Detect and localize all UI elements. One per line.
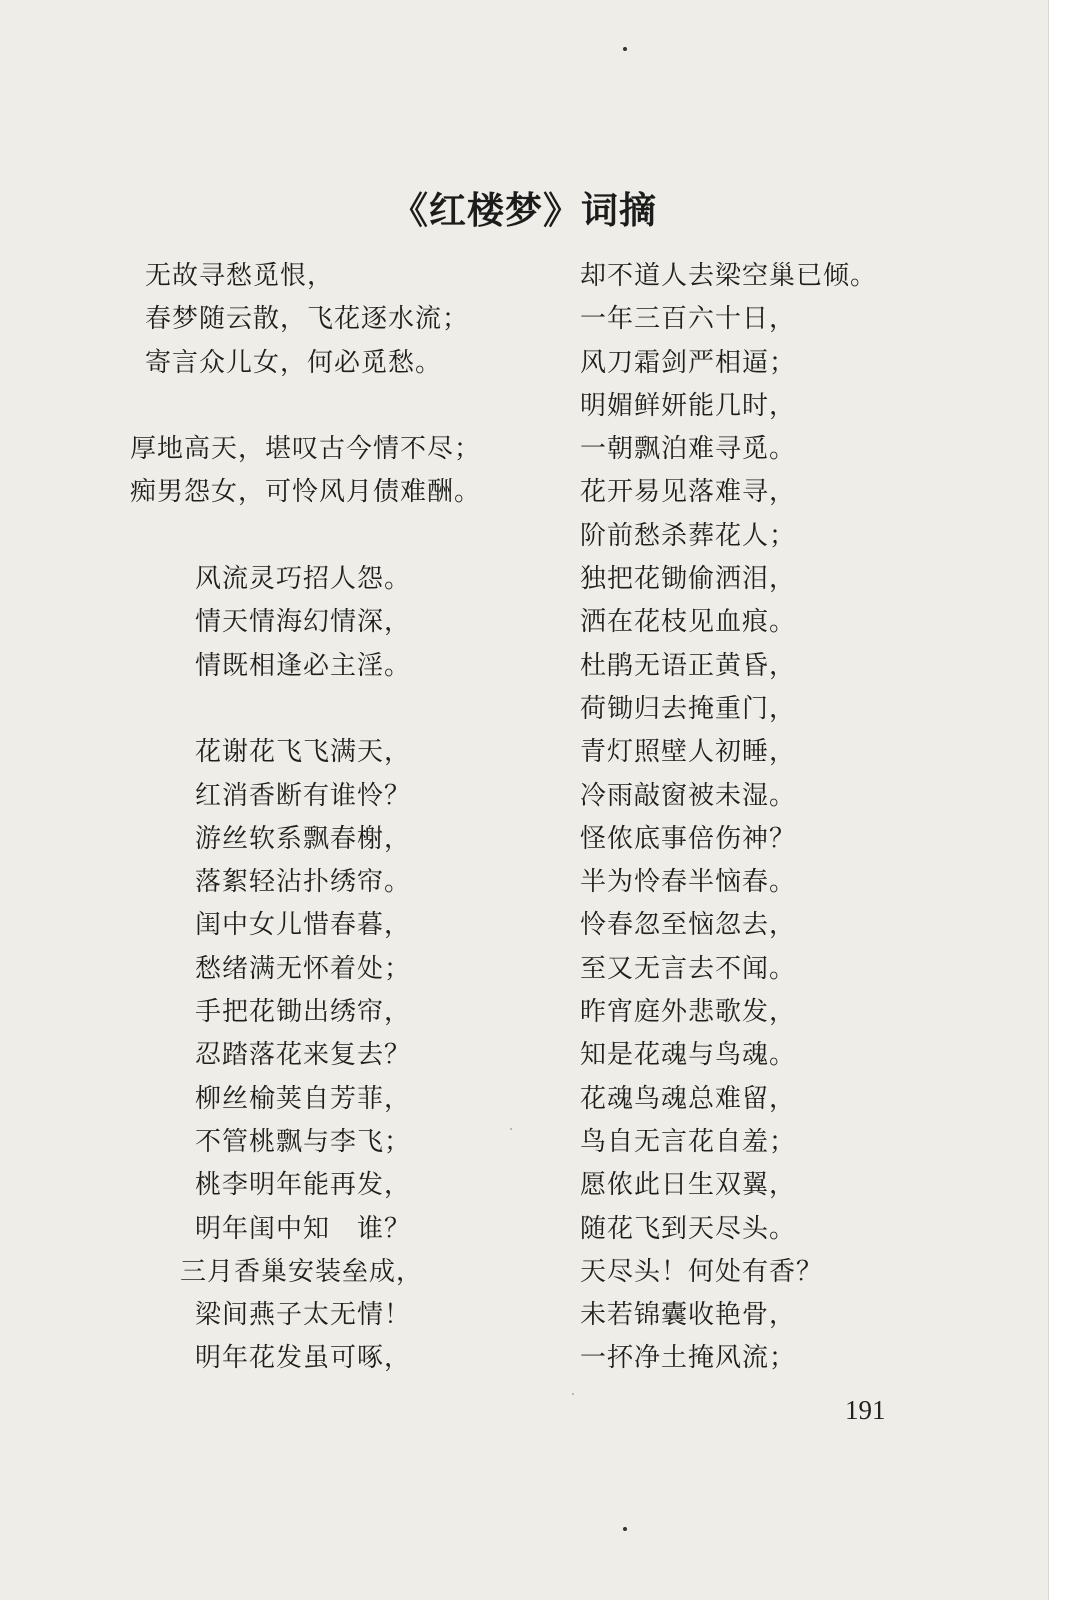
poem-line: 游丝软系飘春榭， <box>195 823 412 854</box>
page-speck <box>623 47 627 51</box>
poem-line: 知是花魂与鸟魂。 <box>580 1040 797 1071</box>
page-speck <box>510 1128 512 1130</box>
stanza-break <box>0 688 540 731</box>
poem-line: 明年花发虽可啄， <box>195 1343 412 1374</box>
poem-line: 洒在花枝见血痕。 <box>580 607 797 638</box>
poem-line: 愿侬此日生双翼， <box>580 1170 797 1201</box>
poem-line: 未若锦囊收艳骨， <box>580 1300 797 1331</box>
poem-line: 愁绪满无怀着处； <box>195 953 412 984</box>
poem-line: 桃李明年能再发， <box>195 1170 412 1201</box>
poem-line: 明媚鲜妍能几时， <box>580 390 797 421</box>
poem-line: 独把花锄偷洒泪， <box>580 564 797 595</box>
poem-line: 杜鹃无语正黄昏， <box>580 650 797 681</box>
poem-line: 忍踏落花来复去？ <box>195 1040 412 1071</box>
poem-line: 不管桃飘与李飞； <box>195 1126 412 1157</box>
poem-line: 花开易见落难寻， <box>580 477 797 508</box>
poem-line: 怜春忽至恼忽去， <box>580 910 797 941</box>
poem-line: 春梦随云散，飞花逐水流； <box>145 304 470 335</box>
poem-line: 情既相逢必主淫。 <box>195 650 412 681</box>
poem-line: 荷锄归去掩重门， <box>580 693 797 724</box>
poem-line: 天尽头！何处有香？ <box>580 1256 824 1287</box>
poem-line: 三月香巢安装垒成， <box>180 1256 424 1287</box>
poem-line: 至又无言去不闻。 <box>580 953 797 984</box>
poem-line: 柳丝榆荚自芳菲， <box>195 1083 412 1114</box>
poem-line: 半为怜春半恼春。 <box>580 867 797 898</box>
poem-line: 梁间燕子太无情！ <box>195 1300 412 1331</box>
page-speck <box>572 1393 574 1395</box>
poem-line: 厚地高天，堪叹古今情不尽； <box>130 434 482 465</box>
poem-line: 风流灵巧招人怨。 <box>195 564 412 595</box>
poem-line: 落絮轻沾扑绣帘。 <box>195 867 412 898</box>
poem-line: 却不道人去梁空巢已倾。 <box>580 261 878 291</box>
poem-line: 冷雨敲窗被未湿。 <box>580 780 797 811</box>
poem-line: 一抔净土掩风流； <box>580 1343 797 1374</box>
poem-line: 情天情海幻情深， <box>195 607 412 638</box>
poem-line: 红消香断有谁怜？ <box>195 780 412 811</box>
poem-line: 闺中女儿惜春暮， <box>195 910 412 941</box>
poem-line: 阶前愁杀葬花人； <box>580 520 797 551</box>
poem-line: 花魂鸟魂总难留， <box>580 1083 797 1114</box>
poem-line: 痴男怨女，可怜风月债难酬。 <box>130 477 482 508</box>
poem-line: 一朝飘泊难寻觅。 <box>580 434 797 465</box>
poem-line: 一年三百六十日， <box>580 304 797 335</box>
poem-line: 无故寻愁觅恨， <box>145 261 335 291</box>
poem-line: 随花飞到天尽头。 <box>580 1213 797 1244</box>
poem-line: 寄言众儿女，何必觅愁。 <box>145 347 443 378</box>
stanza-break <box>0 515 540 558</box>
poem-line: 怪侬底事倍伤神？ <box>580 823 797 854</box>
poem-line: 风刀霜剑严相逼； <box>580 347 797 378</box>
poem-line: 花谢花飞飞满天， <box>195 737 412 768</box>
poem-line: 明年闺中知 谁？ <box>195 1213 412 1244</box>
stanza-break <box>0 385 540 428</box>
poem-line: 昨宵庭外悲歌发， <box>580 997 797 1028</box>
page-title: 《红楼梦》词摘 <box>391 189 657 232</box>
right-column <box>580 255 1040 1381</box>
poem-line: 手把花锄出绣帘， <box>195 997 412 1028</box>
poem-line: 鸟自无言花自羞； <box>580 1126 797 1157</box>
left-column <box>0 255 540 1381</box>
poem-line: 青灯照壁人初睡， <box>580 737 797 768</box>
page-number: 191 <box>845 1395 886 1425</box>
page-speck <box>623 1527 627 1531</box>
